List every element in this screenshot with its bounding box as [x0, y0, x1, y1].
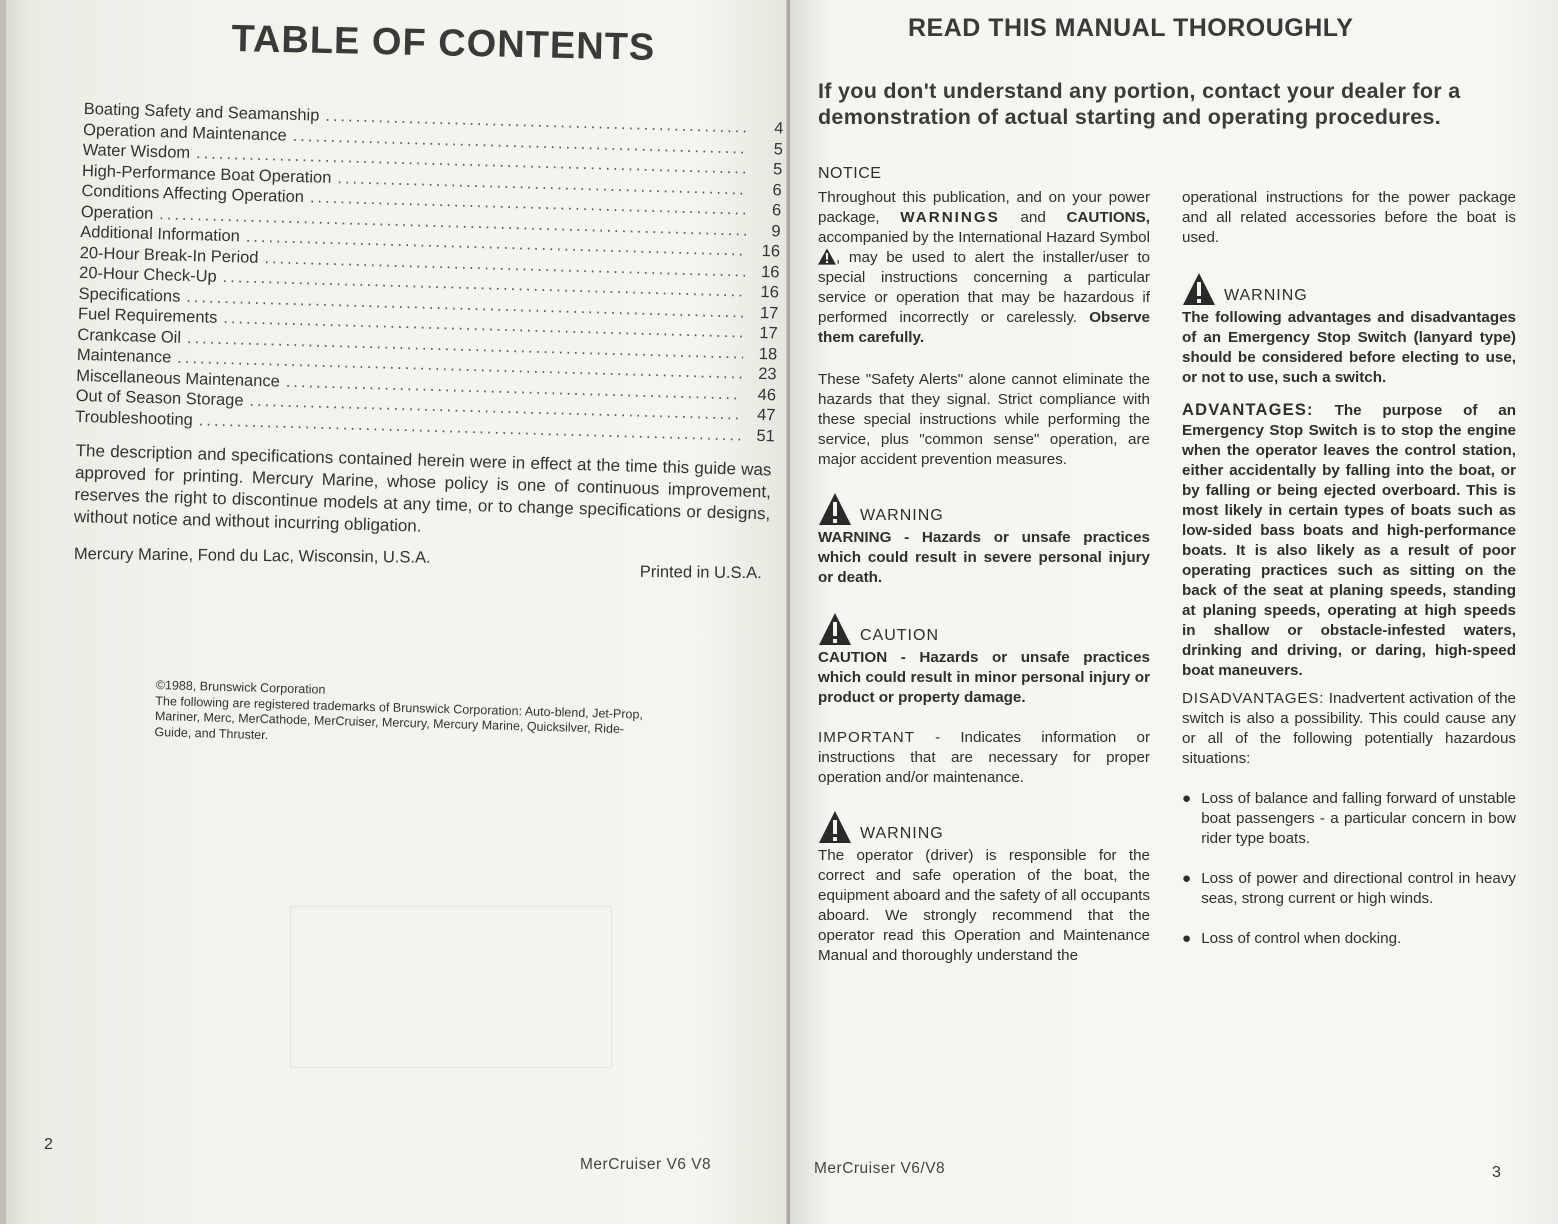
toc-list: [75, 100, 784, 447]
toc-entry-title: Fuel Requirements: [77, 304, 218, 327]
warning-label-2: WARNING: [860, 825, 944, 842]
toc-entry-page: 6: [771, 201, 782, 220]
disadvantages-text: Inadvertent activation of the switch is also a possibility. This could cause any or all of the following potentially hazardous situations:: [1182, 690, 1516, 767]
warning-label-1: WARNING: [860, 507, 944, 524]
toc-entry-page: 16: [760, 262, 780, 281]
bullet-text: Loss of power and directional control in heavy seas, strong current or high winds.: [1201, 870, 1516, 907]
important-text: - Indicates information or instructions that are necessary for proper operation and/or maintenance.: [818, 729, 1150, 786]
caution-block: [818, 612, 1150, 708]
warning-text-3: The following advantages and disadvantages of an Emergency Stop Switch (lanyard type) should be considered before electing to use, or not to use, such a switch.: [1182, 309, 1516, 386]
notice-observe: Observe them carefully.: [818, 309, 1150, 346]
bullet-item: [1182, 929, 1516, 949]
important-paragraph: [818, 728, 1150, 788]
page-edge: [0, 0, 6, 1224]
toc-entry-title: Out of Season Storage: [75, 386, 244, 410]
notice-heading: NOTICE: [818, 165, 882, 182]
toc-entry-page: 47: [756, 405, 776, 425]
bullet-text: Loss of control when docking.: [1201, 930, 1402, 947]
warning-heading-2: [818, 810, 1150, 844]
warning-label-3: WARNING: [1224, 287, 1308, 304]
right-page: [790, 0, 1558, 1224]
toc-entry-title: 20-Hour Break-In Period: [79, 243, 259, 267]
toc-entry-page: 46: [757, 385, 777, 404]
notice-paragraph: [818, 188, 1150, 348]
toc-entry-title: 20-Hour Check-Up: [78, 263, 217, 286]
warning-block-2: [818, 810, 1150, 966]
copyright-line: ©1988, Brunswick Corporation: [155, 678, 326, 697]
page-number-right: 3: [1492, 1164, 1501, 1181]
footer-left: MerCruiser V6 V8: [580, 1156, 712, 1173]
toc-entry-title: Troubleshooting: [74, 407, 194, 429]
toc-entry-page: 5: [772, 160, 783, 179]
disclaimer-paragraph: The description and specifications contained herein were in effect at the time this guide was approved for printing. Mercury Marine, whose policy is one of continuous improvement, reserves the right to discontinue models at any time, or to change specifications or designs, without notice and without incurring obligation.: [73, 440, 772, 536]
warning-text-2: The operator (driver) is responsible for the correct and safe operation of the boat, the equipment aboard and the safety of all occupants aboard. We strongly recommend that the operator read this Operation and Maintenance Manual and thoroughly understand the: [818, 847, 1150, 964]
disadvantages-label: DISADVANTAGES:: [1182, 690, 1325, 707]
toc-entry-title: Conditions Affecting Operation: [81, 181, 305, 207]
advantages-text: The purpose of an Emergency Stop Switch is to stop the engine when the operator leaves the control station, either accidentally by falling into the boat, or by falling or being ejected overboard. This is most likely in certain types of boats such as low-sided bass boats and high-performance boats. It is also likely as a result of poor operating practices such as sitting on the back of the seat at planing speeds, standing at planing speeds, operating at high speeds in shallow or obstacle-infested waters, drinking and driving, or daring, high-speed boat maneuvers.: [1182, 402, 1516, 679]
warning-triangle-icon: [818, 492, 852, 526]
notice-warnings: WARNINGS: [900, 209, 1000, 226]
notice-text-2: accompanied by the International Hazard Symbol: [818, 229, 1150, 246]
warning-block-3: [1182, 272, 1516, 388]
toc-entry-page: 5: [773, 139, 784, 159]
hazard-symbol-icon: [818, 248, 836, 265]
toc-entry-page: 9: [771, 221, 781, 240]
toc-entry-page: 4: [774, 119, 784, 138]
bullet-dot-icon: ●: [1182, 870, 1192, 887]
toc-entry-title: Additional Information: [80, 222, 241, 246]
caution-heading: [818, 612, 1150, 646]
toc-entry-title: Water Wisdom: [82, 140, 191, 162]
warning-heading-3: [1182, 272, 1516, 306]
warning-heading-1: [818, 492, 1150, 526]
bullet-item: [1182, 789, 1516, 849]
publisher-address: Mercury Marine, Fond du Lac, Wisconsin, U.S.A.: [73, 545, 431, 567]
warning-triangle-icon: [818, 810, 852, 844]
disadvantages-paragraph: [1182, 689, 1516, 769]
safety-alerts-paragraph: These "Safety Alerts" alone cannot eliminate the hazards that they signal. Strict compliance with these special instructions while performing the service, plus "common sense" operation, are major accident prevention measures.: [818, 371, 1150, 468]
caution-text: CAUTION - Hazards or unsafe practices which could result in minor personal injury or product or property damage.: [818, 649, 1150, 706]
show-through-box: [290, 906, 612, 1068]
toc-entry-page: 51: [756, 426, 776, 445]
publisher-line: [73, 545, 774, 583]
toc-entry-title: High-Performance Boat Operation: [81, 161, 332, 187]
warning-triangle-icon: [1182, 272, 1216, 306]
toc-title: TABLE OF CONTENTS: [231, 18, 656, 69]
printed-in: Printed in U.S.A.: [639, 562, 762, 583]
toc-entry-page: 16: [761, 241, 781, 261]
toc-entry-title: Maintenance: [76, 345, 172, 367]
toc-entry-title: Crankcase Oil: [77, 325, 182, 347]
trademarks-text: The following are registered trademarks of Brunswick Corporation: Auto-blend, Jet-Prop, Mariner, Merc, MerCathode, MerCruiser, Mercury, Mercury Marine, Quicksilver, Ride-Guide, and Thruster.: [154, 693, 644, 742]
toc-entry-page: 16: [760, 282, 780, 302]
continuation-text: operational instructions for the power package and all related accessories before the boat is used.: [1182, 189, 1516, 246]
toc-entry-page: 17: [759, 323, 779, 343]
bullet-dot-icon: ●: [1182, 790, 1192, 807]
toc-entry-title: Specifications: [78, 284, 181, 306]
toc-entry-title: Miscellaneous Maintenance: [76, 366, 281, 391]
caution-label: CAUTION: [860, 627, 939, 644]
caution-triangle-icon: [818, 612, 852, 646]
footer-right: MerCruiser V6/V8: [814, 1160, 946, 1177]
toc-entry-page: 23: [758, 364, 777, 384]
advantages-paragraph: [1182, 400, 1516, 681]
advantages-label: ADVANTAGES:: [1182, 401, 1314, 419]
bullet-dot-icon: ●: [1182, 930, 1192, 947]
warning-text-1: WARNING - Hazards or unsafe practices which could result in severe personal injury or death.: [818, 529, 1150, 586]
warning-block-1: [818, 492, 1150, 588]
copyright-block: [154, 678, 656, 754]
toc-entry-page: 17: [759, 303, 779, 322]
bullet-text: Loss of balance and falling forward of unstable boat passengers - a particular concern in bow rider type boats.: [1201, 790, 1516, 847]
bullet-item: [1182, 869, 1516, 909]
important-label: IMPORTANT: [818, 729, 916, 746]
read-manual-title: READ THIS MANUAL THOROUGHLY: [908, 14, 1354, 42]
toc-entry-title: Operation: [80, 202, 154, 223]
toc-entry-page: 18: [758, 344, 778, 363]
intro-statement: If you don't understand any portion, contact your dealer for a demonstration of actual starting and operating procedures.: [818, 79, 1461, 129]
notice-text-3: , may be used to alert the installer/user to special instructions concerning a particular service or operation that may be hazardous if performed incorrectly or carelessly.: [818, 249, 1150, 326]
column-right: [1182, 188, 1516, 949]
toc-entry-page: 6: [772, 180, 783, 200]
notice-cautions: CAUTIONS,: [1066, 209, 1150, 226]
toc-entry-title: Boating Safety and Seamanship: [83, 100, 320, 125]
notice-and: and: [1020, 209, 1046, 226]
notice-text-1: Throughout this publication, and on your power package,: [818, 189, 1150, 226]
toc-entry-title: Operation and Maintenance: [82, 120, 287, 145]
column-left: [818, 164, 1150, 966]
page-number-left: 2: [44, 1136, 53, 1153]
